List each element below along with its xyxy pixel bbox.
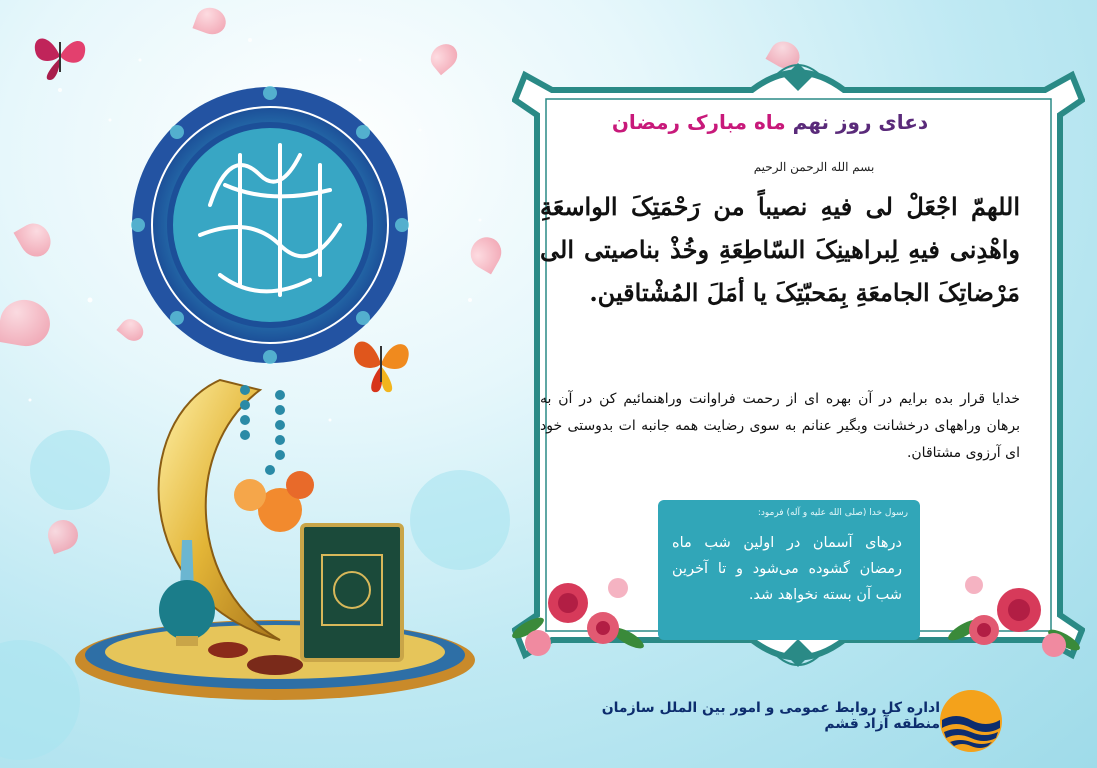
page-title — [540, 110, 1000, 134]
organization-logo — [938, 688, 1004, 754]
title-part1: دعای روز نهم — [792, 110, 929, 134]
hadith-source: رسول خدا (صلی الله علیه و آله) فرمود: — [757, 508, 908, 518]
flower-bouquet — [944, 560, 1084, 670]
prayer-translation: خدایا قرار بده برایم در آن بهره ای از رحمت فراوانت وراهنمائیم کن در آن به برهان وراههای درخشانت وبگیر عنانم به سوی رضایت همه جانبه ات بدوستی خود ای آرزوی مشتاقان. — [540, 391, 1020, 461]
title-part2: ماه مبارک رمضان — [611, 110, 786, 134]
flower-bouquet — [508, 558, 658, 668]
prayer-text: اللهمّ اجْعَلْ لی فیهِ نصیباً من رَحْمَتِکَ الواسعَةِ واهْدِنی فیهِ لِبراهینِکَ السّاطِعَةِ وخُذْ بناصیتی الی مَرْضاتِکَ الجامعَةِ بِمَحبّتِکَ یا أمَلَ المُشْتاقین. — [540, 192, 1020, 307]
hadith-box — [658, 500, 920, 640]
organization-name: اداره کل روابط عمومی و امور بین الملل سازمان منطقه آزاد قشم — [601, 700, 940, 732]
crescent-moon-scene — [70, 360, 490, 705]
butterfly-icon — [28, 28, 92, 84]
bismillah: بسم الله الرحمن الرحیم — [753, 160, 875, 174]
hadith-text: درهای آسمان در اولین شب ماه رمضان گشوده می‌شود و تا آخرین شب آن بسته نخواهد شد. — [672, 535, 902, 603]
calligraphy-medallion — [130, 85, 410, 365]
